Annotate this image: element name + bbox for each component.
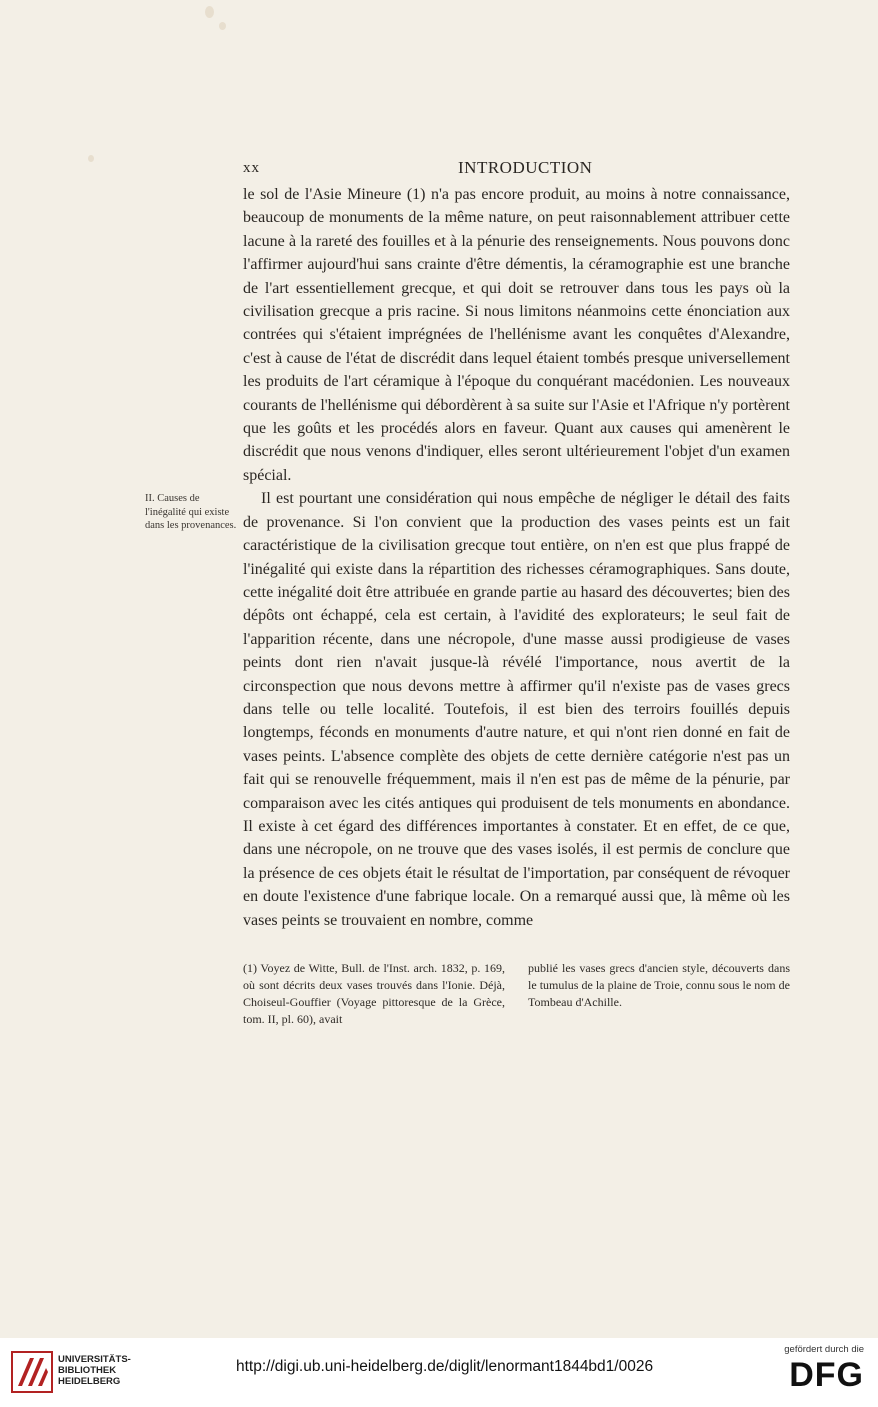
library-name: UNIVERSITÄTS- BIBLIOTHEK HEIDELBERG bbox=[58, 1354, 131, 1387]
library-logo-icon bbox=[10, 1350, 54, 1394]
permalink[interactable]: http://digi.ub.uni-heidelberg.de/diglit/lenormant1844bd1/0026 bbox=[236, 1358, 654, 1375]
digitization-footer bbox=[0, 1338, 878, 1407]
paragraph: Il est pourtant une considération qui nous empêche de négliger le détail des faits de provenance. Si l'on convient que la production des vases peints est un fait caractéristique de la civilisation grecque tout entière, on n'en est que plus frappé de l'inégalité qui existe dans la répartition des richesses céramographiques. Sans doute, cette inégalité doit être attribuée en grande partie au hasard des découvertes; bien des dépôts ont échappé, cela est certain, à l'avidité des explorateurs; le seul fait de l'apparition récente, dans une nécropole, d'une masse aussi prodigieuse de vases peints dont rien n'avait jusque-là révélé l'importance, nous avertit de la circonspection que nous devons mettre à affirmer qu'il n'existe pas de vases grecs dans telle ou telle localité. Toutefois, il est bien des terroirs fouillés depuis longtemps, féconds en monuments d'autre nature, et qui n'ont rien donné en fait de vases peints. L'absence complète des objets de cette dernière catégorie n'est pas un fait qui se renouvelle fréquemment, mais il n'en est pas de même de la pénurie, par comparaison avec les cités antiques qui produisent de tels monuments en abondance. Il existe à cet égard des différences importantes à constater. Et en effet, de ce que, dans une nécropole, on ne trouve que des vases isolés, il est permis de conclure que la présence de ces objets était le résultat de l'importation, par conséquent de révoquer en doute l'existence d'une fabrique locale. On a remarqué aussi que, là même où les vases peints se trouvaient en nombre, comme bbox=[243, 490, 790, 929]
dfg-logo-icon: DFG bbox=[789, 1356, 864, 1394]
sponsor-label: gefördert durch die bbox=[784, 1344, 864, 1355]
page-number: xx bbox=[243, 160, 260, 176]
footnote-column-left: (1) Voyez de Witte, Bull. de l'Inst. arch. 1832, p. 169, où sont décrits deux vases trouvés dans l'Ionie. Déjà, Choiseul-Gouffier (Voyage pittoresque de la Grèce, tom. II, pl. 60), avait bbox=[243, 961, 505, 1026]
margin-note: II. Causes de l'inégalité qui existe dans les provenances. bbox=[145, 493, 237, 531]
main-text bbox=[243, 183, 790, 932]
footnote-column-right: publié les vases grecs d'ancien style, découverts dans le tumulus de la plaine de Troie, connu sous le nom de Tombeau d'Achille. bbox=[528, 961, 790, 1009]
paper-stain bbox=[88, 155, 94, 162]
page-header bbox=[243, 160, 790, 182]
paper-stain bbox=[205, 6, 214, 18]
footnotes bbox=[243, 960, 790, 1028]
sponsor-block bbox=[774, 1344, 864, 1393]
running-head: INTRODUCTION bbox=[458, 158, 593, 177]
paper-stain bbox=[219, 22, 226, 30]
paragraph: le sol de l'Asie Mineure (1) n'a pas encore produit, au moins à notre connaissance, beaucoup de monuments de la même nature, on peut raisonnablement attribuer cette lacune à la rareté des fouilles et à la pénurie des renseignements. Nous pouvons donc l'affirmer aujourd'hui sans crainte d'être démentis, la céramographie est une branche de l'art essentiellement grecque, et qui doit se retrouver dans tous les pays où la civilisation grecque a pris racine. Si nous limitons néanmoins cette énonciation aux contrées qui s'étaient imprégnées de l'hellénisme avant les conquêtes d'Alexandre, c'est à cause de l'état de discrédit dans lequel étaient tombés presque universellement les produits de l'art céramique à l'époque du conquérant macédonien. Les nouveaux courants de l'hellénisme qui débordèrent à sa suite sur l'Asie et l'Afrique n'y portèrent que les goûts et les procédés alors en faveur. Quant aux causes qui amenèrent le discrédit que nous venons d'indiquer, elles seront ultérieurement l'objet d'un examen spécial. bbox=[243, 186, 790, 484]
